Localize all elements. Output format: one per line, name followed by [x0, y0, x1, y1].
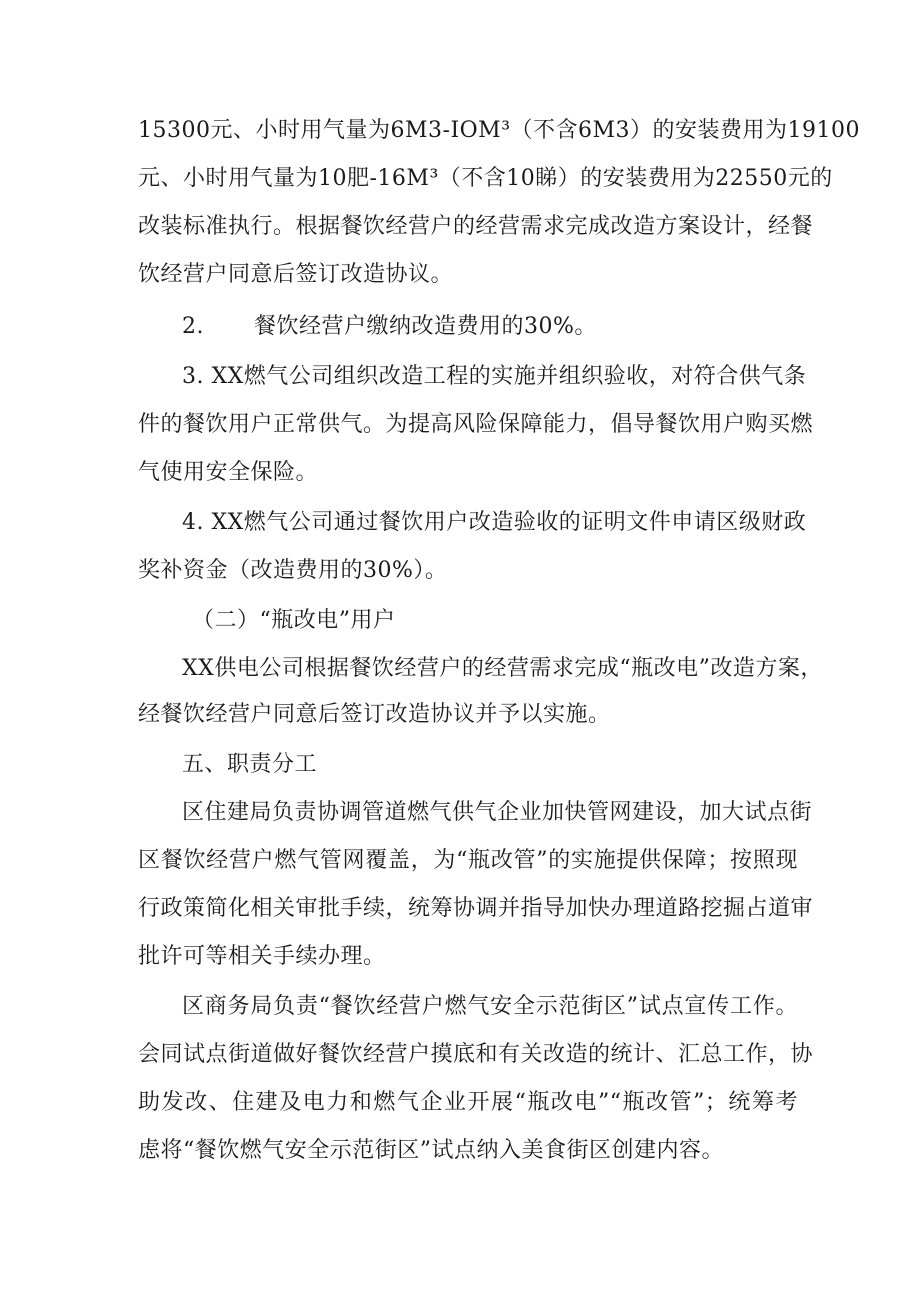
text-line: 元、小时用气量为10肥-16M³（不含10睇）的安装费用为22550元的: [138, 166, 833, 191]
section-heading: 五、职责分工: [182, 752, 318, 777]
list-text: 餐饮经营户缴纳改造费用的30%。: [254, 314, 597, 339]
text-line: 气使用安全保险。: [138, 460, 319, 485]
text-line: 经餐饮经营户同意后签订改造协议并予以实施。: [138, 702, 611, 727]
section-heading: （二）“瓶改电”用户: [192, 608, 396, 633]
text-line: 3. XX燃气公司组织改造工程的实施并组织验收，对符合供气条: [182, 364, 807, 389]
text-line: 助发改、住建及电力和燃气企业开展“瓶改电”“瓶改管”；统筹考: [138, 1090, 798, 1115]
text-line: 区餐饮经营户燃气管网覆盖，为“瓶改管”的实施提供保障；按照现: [138, 848, 798, 873]
text-line: 会同试点街道做好餐饮经营户摸底和有关改造的统计、汇总工作，协: [138, 1042, 814, 1067]
list-item-2: [182, 312, 798, 342]
text-line: 4. XX燃气公司通过餐饮用户改造验收的证明文件申请区级财政: [182, 510, 807, 535]
text-line: 饮经营户同意后签订改造协议。: [138, 262, 454, 287]
text-line: 15300元、小时用气量为6M3-IOM³（不含6M3）的安装费用为19100: [138, 118, 861, 143]
text-line: 虑将“餐饮燃气安全示范街区”试点纳入美食街区创建内容。: [138, 1138, 724, 1163]
text-line: 批许可等相关手续办理。: [138, 944, 386, 969]
text-line: 奖补资金（改造费用的30%）。: [138, 558, 448, 583]
text-line: 改装标准执行。根据餐饮经营户的经营需求完成改造方案设计，经餐: [138, 214, 814, 239]
list-number: 2.: [182, 314, 204, 339]
text-line: 件的餐饮用户正常供气。为提高风险保障能力，倡导餐饮用户购买燃: [138, 412, 814, 437]
text-line: 区商务局负责“餐饮经营户燃气安全示范街区”试点宣传工作。: [182, 994, 798, 1019]
text-line: 区住建局负责协调管道燃气供气企业加快管网建设，加大试点街: [182, 800, 813, 825]
text-line: 行政策简化相关审批手续，统筹协调并指导加快办理道路挖掘占道审: [138, 896, 814, 921]
text-line: XX供电公司根据餐饮经营户的经营需求完成“瓶改电”改造方案，: [182, 656, 823, 681]
